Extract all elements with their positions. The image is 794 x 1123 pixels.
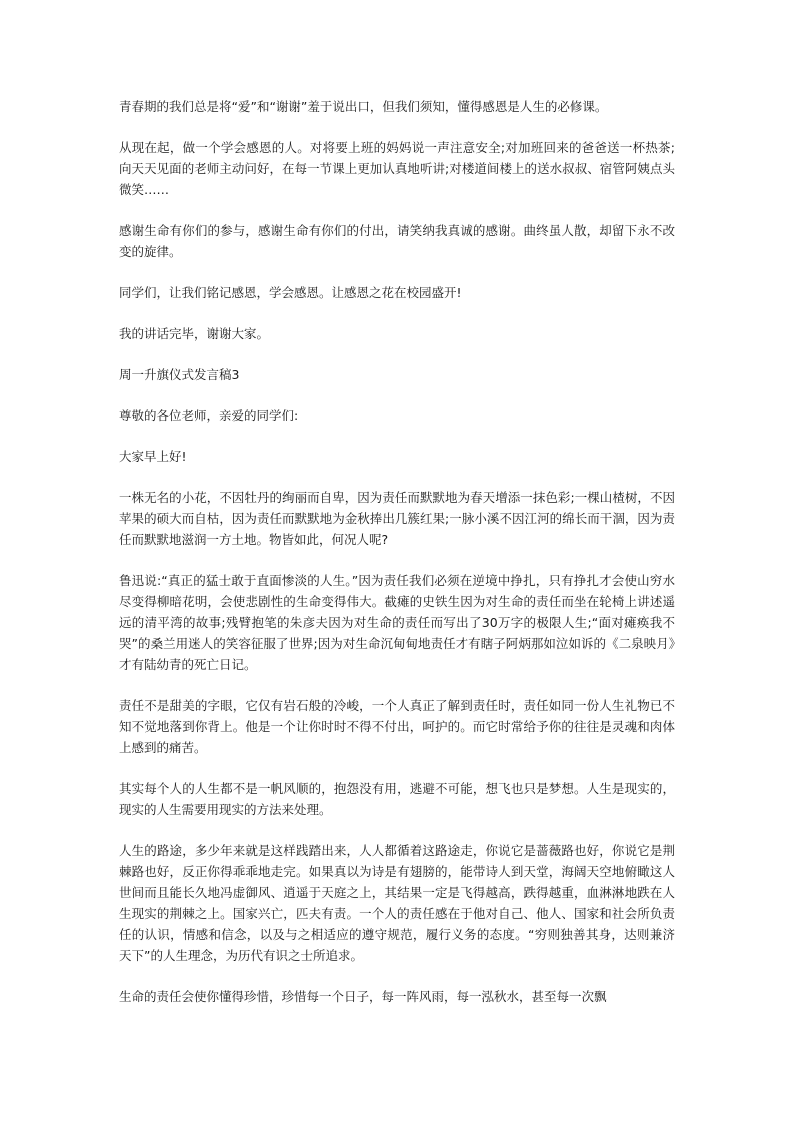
paragraph: 我的讲话完毕，谢谢大家。 [119, 326, 270, 341]
paragraph: 鲁迅说:“真正的猛士敢于直面惨淡的人生。”因为责任我们必须在逆境中挣扎，只有挣扎才会使山穷水尽变得柳暗花明，会使悲剧性的生命变得伟大。截瘫的史铁生因为对生命的责任而坐在轮椅上讲述遥远的清平湾的故事;残臂抱笔的朱彦夫因为对生命的责任而写出了30万字的极限人生;“面对瘫痪我不哭”的桑兰用迷人的笑容征服了世界;因为对生命沉甸甸地责任才有瞎子阿炳那如泣如诉的《二泉映月》才有陆幼青的死亡日记。 [119, 573, 675, 672]
section-heading: 周一升旗仪式发言稿3 [119, 367, 240, 382]
paragraph: 人生的路途，多少年来就是这样践踏出来，人人都循着这路途走，你说它是蔷薇路也好，你说它是荆棘路也好，反正你得乖乖地走完。如果真以为诗是有翅膀的，能带诗人到天堂，海阔天空地俯瞰这人世间而且能长久地冯虚御风、逍遥于天庭之上，其结果一定是飞得越高，跌得越重，血淋淋地跌在人生现实的荆棘之上。国家兴亡，匹夫有责。一个人的责任感在于他对自己、他人、国家和社会所负责任的认识，情感和信念，以及与之相适应的遵守规范，履行义务的态度。“穷则独善其身，达则兼济天下”的人生理念，为历代有识之士所追求。 [119, 843, 675, 963]
paragraph: 青春期的我们总是将“爱”和“谢谢”羞于说出口，但我们须知，懂得感恩是人生的必修课。 [119, 99, 608, 114]
paragraph: 责任不是甜美的字眼，它仅有岩石般的冷峻，一个人真正了解到责任时，责任如同一份人生礼物已不知不觉地落到你背上。他是一个让你时时不得不付出，呵护的。而它时常给予你的往往是灵魂和肉体上感到的痛苦。 [119, 698, 675, 755]
paragraph: 同学们，让我们铭记感恩，学会感恩。让感恩之花在校园盛开! [119, 285, 462, 300]
paragraph: 其实每个人的人生都不是一帆风顺的，抱怨没有用，逃避不可能，想飞也只是梦想。人生是现实的，现实的人生需要用现实的方法来处理。 [119, 781, 675, 817]
document-page [119, 96, 675, 1027]
greeting: 大家早上好! [119, 449, 187, 464]
salutation: 尊敬的各位老师，亲爱的同学们: [119, 408, 299, 423]
paragraph: 生命的责任会使你懂得珍惜，珍惜每一个日子，每一阵风雨，每一泓秋水，甚至每一次飘 [119, 989, 607, 1004]
paragraph: 感谢生命有你们的参与，感谢生命有你们的付出，请笑纳我真诚的感谢。曲终虽人散，却留下永不改变的旋律。 [119, 223, 675, 259]
paragraph: 一株无名的小花，不因牡丹的绚丽而自卑，因为责任而默默地为春天增添一抹色彩;一棵山楂树，不因苹果的硕大而自枯，因为责任而默默地为金秋捧出几簇红果;一脉小溪不因江河的绵长而干涸，因为责任而默默地滋润一方土地。物皆如此，何况人呢? [119, 490, 675, 547]
paragraph: 从现在起，做一个学会感恩的人。对将要上班的妈妈说一声注意安全;对加班回来的爸爸送一杯热茶;向天天见面的老师主动问好，在每一节课上更加认真地听讲;对楼道间楼上的送水叔叔、宿管阿姨点头微笑…… [119, 140, 675, 197]
